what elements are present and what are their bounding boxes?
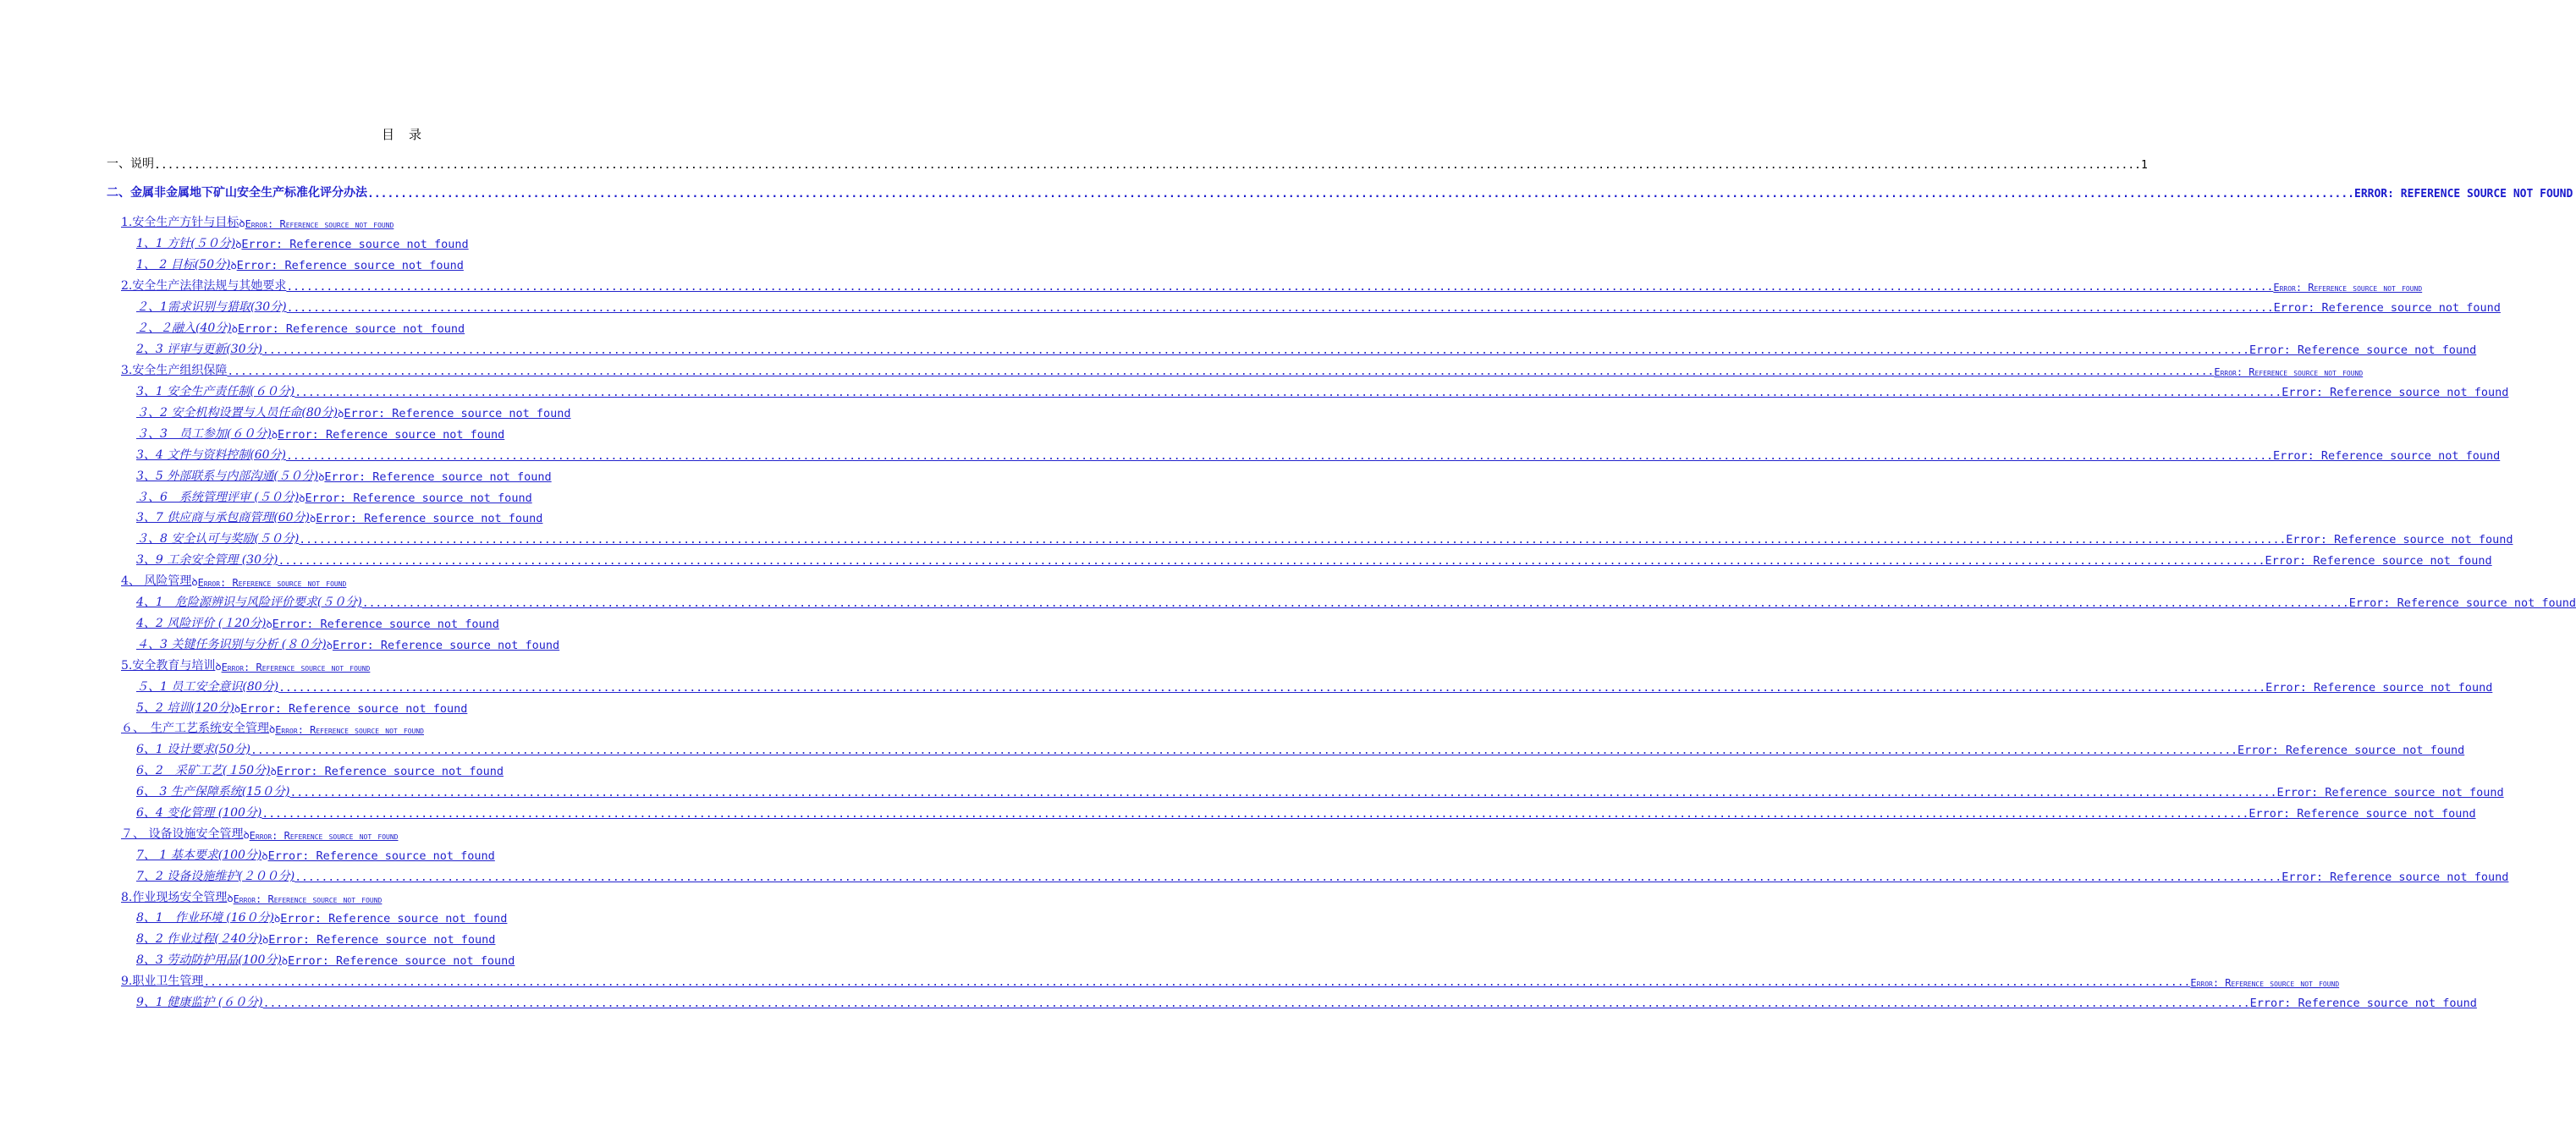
field-mark-icon: ꝺ xyxy=(271,429,278,441)
toc-entry[interactable] xyxy=(0,656,804,675)
toc-entry[interactable] xyxy=(0,572,804,590)
toc-entry-label: 2.安全生产法律法规与其她要求 xyxy=(121,279,287,293)
toc-entry-page-ref: Error: Reference source not found xyxy=(2276,786,2504,799)
field-mark-icon: ꝺ xyxy=(262,934,269,946)
toc-entry[interactable] xyxy=(0,951,804,969)
toc-leader-dots: ............................................................................................................................................................................................................................................................................................................ xyxy=(278,555,2265,568)
toc-entry-page-ref: Error: Reference source not found xyxy=(267,849,495,863)
toc-entry-page-ref: Error: Reference source not found xyxy=(280,912,508,926)
toc-entry[interactable] xyxy=(0,783,2504,801)
field-mark-icon: ꝺ xyxy=(230,260,237,272)
toc-entry-page-ref: Error: Reference source not found xyxy=(2282,386,2509,399)
field-mark-icon: ꝺ xyxy=(234,703,241,715)
toc-entry-page-ref: Error: Reference source not found xyxy=(305,492,532,505)
toc-entry xyxy=(0,155,2148,173)
toc-leader-dots: ............................................................................................................................................................................................................................................................................................................ xyxy=(367,188,2354,200)
toc-entry[interactable] xyxy=(0,213,804,232)
toc-entry-page-ref: Error: Reference source not found xyxy=(2273,449,2501,463)
field-mark-icon: ꝺ xyxy=(299,492,305,504)
toc-entry-label: 6、 3 生产保障系统(15０分) xyxy=(136,785,290,799)
toc-entry[interactable] xyxy=(0,699,804,717)
toc-entry-page-ref: Error: Reference source not found xyxy=(197,577,347,589)
toc-entry-label: 1、1 方针(５０分) xyxy=(136,237,236,250)
toc-entry-label: 7、2 设备设施维护(２００分) xyxy=(136,870,295,883)
field-mark-icon: ꝺ xyxy=(269,723,276,735)
toc-entry-label: ７、 设备设施安全管理 xyxy=(121,827,244,841)
toc-entry-page-ref: Error: Reference source not found xyxy=(2273,301,2501,315)
field-mark-icon: ꝺ xyxy=(239,217,245,229)
toc-entry-page-ref: Error: Reference source not found xyxy=(324,470,552,484)
toc-entry-page-ref: Error: Reference source not found xyxy=(275,724,425,736)
toc-entry-page-ref: Error: Reference source not found xyxy=(278,428,505,442)
toc-entry-page-ref: Error: Reference source not found xyxy=(2265,681,2493,695)
field-mark-icon: ꝺ xyxy=(318,471,325,483)
toc-entry-label: 4、 风险管理 xyxy=(121,574,192,588)
toc-leader-dots: ............................................................................................................................................................................................................................................................................................................ xyxy=(294,871,2282,884)
toc-entry-label: ３、2 安全机构设置与人员任命(80分) xyxy=(136,406,339,420)
toc-leader-dots: ............................................................................................................................................................................................................................................................................................................ xyxy=(286,302,2274,315)
toc-entry-label: 5.安全教育与培训 xyxy=(121,659,216,673)
toc-entry[interactable] xyxy=(0,425,804,443)
field-mark-icon: ꝺ xyxy=(270,766,277,777)
toc-entry[interactable] xyxy=(0,530,2513,548)
toc-entry-page-ref: Error: Reference source not found xyxy=(344,407,571,420)
toc-entry[interactable] xyxy=(0,972,2340,991)
field-mark-icon: ꝺ xyxy=(261,850,268,862)
toc-entry-label: 8、2 作业过程(２40分) xyxy=(136,932,263,946)
toc-entry-page-ref: Error: Reference source not found xyxy=(332,639,560,652)
toc-entry-label: 一、说明 xyxy=(107,157,154,171)
toc-entry-page-ref: Error: Reference source not found xyxy=(2248,807,2476,821)
toc-leader-dots: ............................................................................................................................................................................................................................................................................................................ xyxy=(286,281,2274,294)
toc-leader-dots: ............................................................................................................................................................................................................................................................................................................ xyxy=(361,597,2349,610)
toc-leader-dots: ............................................................................................................................................................................................................................................................................................................ xyxy=(299,534,2287,547)
toc-entry-label: 5、2 培训(120分) xyxy=(136,701,234,715)
toc-entry-page-ref: Error: Reference source not found xyxy=(241,238,469,251)
toc-entry-page-ref: Error: Reference source not found xyxy=(233,893,383,905)
toc-entry-label: 二、金属非金属地下矿山安全生产标准化评分办法 xyxy=(107,186,367,200)
toc-entry-page-ref: Error: Reference source not found xyxy=(221,662,371,673)
toc-entry-page-ref: Error: Reference source not found xyxy=(236,259,464,272)
toc-entry[interactable] xyxy=(0,446,2501,464)
field-mark-icon: ꝺ xyxy=(281,955,289,967)
toc-entry[interactable] xyxy=(0,740,2465,759)
toc-entry-label: ４、3 关键任务识别与分析 (８０分) xyxy=(136,638,327,651)
toc-entry[interactable] xyxy=(0,382,2509,401)
toc-entry[interactable] xyxy=(0,825,804,843)
toc-entry-label: 4、2 风险评价 (１20分) xyxy=(136,617,267,630)
toc-entry-page-ref: Error: Reference source not found xyxy=(272,618,499,631)
toc-entry-label: 3、5 外部联系与内部沟通(５０分) xyxy=(136,470,319,483)
toc-entry-label: 8、3 劳动防护用品(100分) xyxy=(136,953,282,967)
toc-entry[interactable] xyxy=(0,488,804,507)
toc-entry-page-ref: Error: Reference source not found xyxy=(240,702,468,716)
toc-entry-label: 6、4 变化管理 (100分) xyxy=(136,806,262,820)
toc-entry-label: 7、 1 基本要求(100分) xyxy=(136,849,262,862)
toc-entry[interactable] xyxy=(0,719,804,738)
toc-entry[interactable] xyxy=(0,761,804,780)
toc-entry-label: 4、1 危险源辨识与风险评价要求(５０分) xyxy=(136,596,362,609)
toc-entry-label: 3、1 安全生产责任制(６０分) xyxy=(136,385,295,398)
toc-entry-label: ３、6 系统管理评审 (５０分) xyxy=(136,491,300,504)
toc-leader-dots: ............................................................................................................................................................................................................................................................................................................ xyxy=(203,976,2191,989)
toc-entry[interactable] xyxy=(0,888,804,907)
toc-entry-label: ３、8 安全认可与奖励(５０分) xyxy=(136,532,300,546)
toc-leader-dots: ............................................................................................................................................................................................................................................................................................................ xyxy=(262,344,2250,357)
field-mark-icon: ꝺ xyxy=(215,661,222,673)
toc-entry-label: 9、1 健康监护 (６０分) xyxy=(136,996,263,1009)
toc-entry[interactable] xyxy=(0,508,804,527)
toc-entry-page-ref: Error: Reference source not found xyxy=(2249,343,2477,357)
field-mark-icon: ꝺ xyxy=(227,893,234,904)
toc-entry-label: ６、 生产工艺系统安全管理 xyxy=(121,722,269,735)
toc-entry-page-ref: Error: Reference source not found xyxy=(2237,744,2465,757)
field-mark-icon: ꝺ xyxy=(235,239,242,250)
toc-entry-label: 3、4 文件与资料控制(60分) xyxy=(136,448,287,462)
toc-entry-page-ref: Error: Reference source not found xyxy=(249,830,399,842)
field-mark-icon: ꝺ xyxy=(266,618,272,630)
toc-entry-page-ref: Error: Reference source not found xyxy=(2348,596,2576,610)
toc-leader-dots: ............................................................................................................................................................................................................................................................................................................ xyxy=(227,365,2215,378)
toc-entry[interactable] xyxy=(0,298,2501,316)
toc-entry-page-ref: Error: Reference source not found xyxy=(2214,366,2364,378)
toc-entry-label: 6、1 设计要求(50分) xyxy=(136,743,251,756)
toc-entry-label: 2、3 评审与更新(30分) xyxy=(136,343,263,356)
toc-entry[interactable] xyxy=(0,867,2509,886)
toc-entry[interactable] xyxy=(0,184,2573,202)
field-mark-icon: ꝺ xyxy=(310,513,316,525)
toc-entry[interactable] xyxy=(0,930,804,948)
toc-entry-page-ref: Error: Reference source not found xyxy=(268,933,496,947)
toc-entry-page-ref: Error: Reference source not found xyxy=(245,218,394,230)
toc-entry[interactable] xyxy=(0,635,804,654)
field-mark-icon: ꝺ xyxy=(326,640,333,651)
toc-entry-page-ref: Error: Reference source not found xyxy=(2265,554,2492,568)
toc-entry-page-ref: ERROR: REFERENCE SOURCE NOT FOUND xyxy=(2354,188,2573,200)
toc-entry-page-ref: Error: Reference source not found xyxy=(237,322,465,336)
toc-entry[interactable] xyxy=(0,467,804,486)
toc-entry[interactable] xyxy=(0,319,804,338)
toc-leader-dots: ............................................................................................................................................................................................................................................................................................................ xyxy=(289,787,2277,799)
toc-entry[interactable] xyxy=(0,678,2493,696)
toc-entry-page-ref: Error: Reference source not found xyxy=(2282,871,2509,884)
toc-entry-page-ref: Error: Reference source not found xyxy=(2249,997,2477,1010)
toc-leader-dots: ............................................................................................................................................................................................................................................................................................................ xyxy=(294,387,2282,399)
page-title: 目 录 xyxy=(381,127,422,142)
toc-entry-label: ３、3 员工参加(６０分) xyxy=(136,427,272,441)
toc-entry-label: 8.作业现场安全管理 xyxy=(121,891,228,904)
toc-entry-page-ref: Error: Reference source not found xyxy=(2273,282,2423,294)
toc-entry-label: 9.职业卫生管理 xyxy=(121,975,204,988)
toc-entry-label: 1、 2 目标(50分) xyxy=(136,258,231,272)
toc-entry-page-ref: Error: Reference source not found xyxy=(2190,977,2340,989)
toc-entry-page-ref: Error: Reference source not found xyxy=(316,512,543,525)
toc-entry[interactable] xyxy=(0,361,2364,380)
toc-entry[interactable] xyxy=(0,277,2423,295)
toc-leader-dots: ............................................................................................................................................................................................................................................................................................................ xyxy=(278,682,2266,695)
field-mark-icon: ꝺ xyxy=(243,829,250,841)
toc-entry-label: 6、2 采矿工艺(１50分) xyxy=(136,764,271,777)
toc-entry[interactable] xyxy=(0,234,804,253)
toc-leader-dots: ............................................................................................................................................................................................................................................................................................................ xyxy=(262,997,2250,1010)
toc-entry-page-ref: Error: Reference source not found xyxy=(288,954,515,968)
toc-entry-page-ref: Error: Reference source not found xyxy=(276,765,504,778)
toc-entry-label: 3、7 供应商与承包商管理(60分) xyxy=(136,511,311,525)
toc-entry-page-ref: Error: Reference source not found xyxy=(2286,533,2513,547)
field-mark-icon: ꝺ xyxy=(191,576,198,588)
toc-leader-dots: ............................................................................................................................................................................................................................................................................................................ xyxy=(286,450,2274,463)
toc-entry[interactable] xyxy=(0,255,804,274)
toc-entry[interactable] xyxy=(0,846,804,865)
toc-leader-dots: ............................................................................................................................................................................................................................................................................................................ xyxy=(154,159,2141,172)
field-mark-icon: ꝺ xyxy=(274,913,281,925)
toc-entry-label: 8、1 作业环境 (16０分) xyxy=(136,911,275,925)
toc-entry[interactable] xyxy=(0,551,2492,569)
field-mark-icon: ꝺ xyxy=(231,323,238,335)
toc-entry-label: 3、9 工余安全管理 (30分) xyxy=(136,553,278,567)
toc-entry[interactable] xyxy=(0,614,804,633)
toc-entry[interactable] xyxy=(0,909,804,927)
toc-entry-label: ５、1 员工安全意识(80分) xyxy=(136,680,279,694)
toc-entry[interactable] xyxy=(0,340,2477,359)
toc-entry-page-ref: 1 xyxy=(2141,159,2148,172)
toc-entry-label: 3.安全生产组织保障 xyxy=(121,364,228,377)
toc-entry[interactable] xyxy=(0,993,2477,1012)
toc-entry[interactable] xyxy=(0,404,804,422)
toc-leader-dots: ............................................................................................................................................................................................................................................................................................................ xyxy=(261,808,2249,821)
toc-entry-label: ２、２融入(40分) xyxy=(136,321,232,335)
toc-leader-dots: ............................................................................................................................................................................................................................................................................................................ xyxy=(250,744,2238,757)
field-mark-icon: ꝺ xyxy=(338,408,344,420)
toc-entry-label: 1.安全生产方针与目标 xyxy=(121,216,239,229)
toc-entry[interactable] xyxy=(0,804,2476,822)
toc-entry-label: ２、1需求识别与猎取(30分) xyxy=(136,300,287,314)
toc-entry[interactable] xyxy=(0,593,2576,612)
